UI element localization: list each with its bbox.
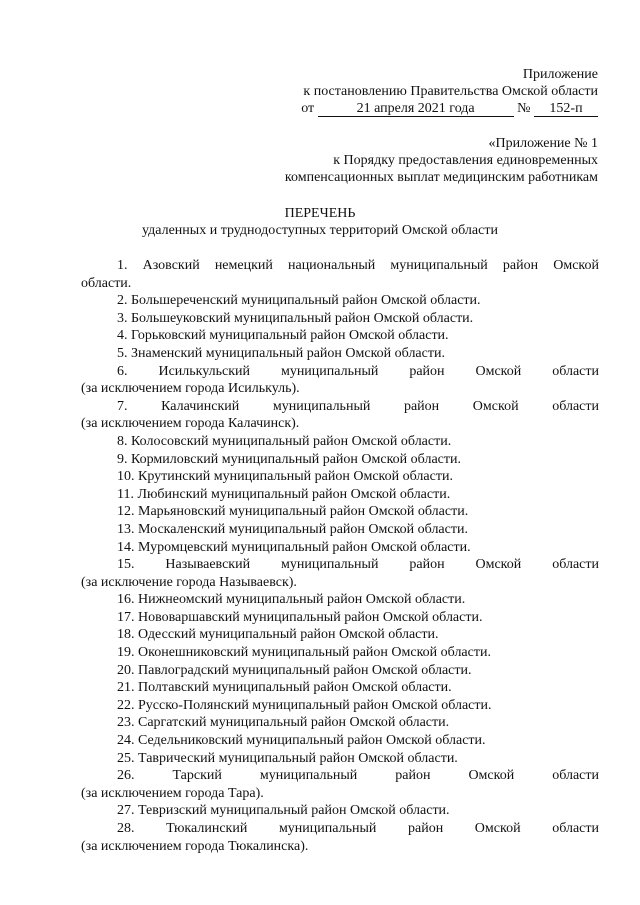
list-item-text: 21. Полтавский муниципальный район Омской области. — [117, 680, 452, 696]
list-item — [81, 327, 599, 345]
list-item-text: 17. Нововаршавский муниципальный район Омской области. — [117, 609, 483, 625]
list-item — [81, 556, 599, 591]
from-label: от — [301, 101, 315, 116]
list-item-text: 9. Кормиловский муниципальный район Омской области. — [117, 451, 461, 467]
list-item — [81, 662, 599, 680]
list-item — [81, 345, 599, 363]
list-item-line1: 7. Калачинский муниципальный район Омской области — [117, 398, 599, 414]
list-item — [81, 591, 599, 609]
list-item — [81, 732, 599, 750]
list-item — [81, 257, 599, 292]
list-item-text: 10. Крутинский муниципальный район Омской области. — [117, 469, 453, 485]
list-item-line1: 6. Исилькульский муниципальный район Омской области — [117, 363, 599, 379]
territory-list — [81, 257, 599, 855]
list-item-text: 22. Русско-Полянский муниципальный район Омской области. — [117, 697, 492, 713]
list-item-text: 13. Москаленский муниципальный район Омской области. — [117, 521, 468, 537]
list-item — [81, 714, 599, 732]
list-item-text: 3. Большеуковский муниципальный район Омской области. — [117, 310, 474, 326]
annex-label: «Приложение № 1 — [488, 136, 598, 151]
list-item-text: 12. Марьяновский муниципальный район Омской области. — [117, 504, 469, 520]
decree-number: 152-п — [534, 101, 598, 117]
list-item — [81, 679, 599, 697]
list-item — [81, 539, 599, 557]
list-item-text: 18. Одесский муниципальный район Омской области. — [117, 627, 439, 643]
document-title: ПЕРЕЧЕНЬ — [284, 206, 356, 221]
list-item — [81, 802, 599, 820]
list-item-text: 23. Саргатский муниципальный район Омской области. — [117, 715, 450, 731]
list-item — [81, 468, 599, 486]
list-item-line1: 15. Называевский муниципальный район Омской области — [117, 557, 599, 573]
list-item-line1: 1. Азовский немецкий национальный муниципальный район Омской — [117, 258, 599, 273]
annex-header — [198, 135, 598, 186]
list-item-line2: (за исключением города Исилькуль). — [81, 381, 300, 397]
list-item — [81, 521, 599, 539]
list-item — [81, 310, 599, 328]
number-label: № — [517, 101, 531, 116]
list-item-text: 19. Оконешниковский муниципальный район Омской области. — [117, 645, 491, 661]
annex-ref-line2: компенсационных выплат медицинским работникам — [284, 170, 598, 185]
list-item — [81, 433, 599, 451]
list-item — [81, 451, 599, 469]
list-item — [81, 486, 599, 504]
list-item — [81, 609, 599, 627]
list-item — [81, 292, 599, 310]
list-item-text: 8. Колосовский муниципальный район Омской области. — [117, 433, 452, 449]
list-item-text: 27. Тевризский муниципальный район Омской области. — [117, 803, 450, 819]
list-item — [81, 503, 599, 521]
list-item-line2: области. — [81, 275, 132, 291]
list-item-line2: (за исключением города Тара). — [81, 785, 264, 801]
list-item-line2: (за исключением города Калачинск). — [81, 416, 300, 432]
list-item-text: 5. Знаменский муниципальный район Омской области. — [117, 345, 445, 361]
list-item-text: 25. Таврический муниципальный район Омской области. — [117, 750, 458, 766]
list-item-line2: (за исключением города Тюкалинска). — [81, 838, 309, 854]
document-subtitle: удаленных и труднодоступных территорий Омской области — [142, 223, 498, 238]
decree-date-line — [238, 100, 598, 117]
list-item — [81, 363, 599, 398]
appendix-label: Приложение — [522, 67, 598, 82]
list-item — [81, 626, 599, 644]
list-item-text: 14. Муромцевский муниципальный район Омской области. — [117, 539, 471, 555]
list-item — [81, 820, 599, 855]
list-item-text: 16. Нижнеомский муниципальный район Омской области. — [117, 592, 466, 608]
list-item-text: 2. Большереченский муниципальный район Омской области. — [117, 293, 481, 309]
appendix-header — [238, 66, 598, 117]
decree-date: 21 апреля 2021 года — [318, 101, 514, 117]
list-item-text: 24. Седельниковский муниципальный район Омской области. — [117, 733, 486, 749]
list-item — [81, 767, 599, 802]
list-item-text: 4. Горьковский муниципальный район Омской области. — [117, 328, 449, 344]
list-item-line1: 26. Тарский муниципальный район Омской области — [117, 768, 599, 784]
list-item — [81, 644, 599, 662]
list-item-line1: 28. Тюкалинский муниципальный район Омской области — [117, 821, 599, 836]
list-item-text: 20. Павлоградский муниципальный район Омской области. — [117, 662, 472, 678]
list-item — [81, 398, 599, 433]
list-item — [81, 750, 599, 768]
appendix-decree-ref: к постановлению Правительства Омской области — [303, 84, 598, 99]
list-item-line2: (за исключение города Называевск). — [81, 574, 297, 590]
annex-ref-line1: к Порядку предоставления единовременных — [333, 153, 598, 168]
list-item — [81, 697, 599, 715]
list-item-text: 11. Любинский муниципальный район Омской области. — [117, 486, 451, 502]
